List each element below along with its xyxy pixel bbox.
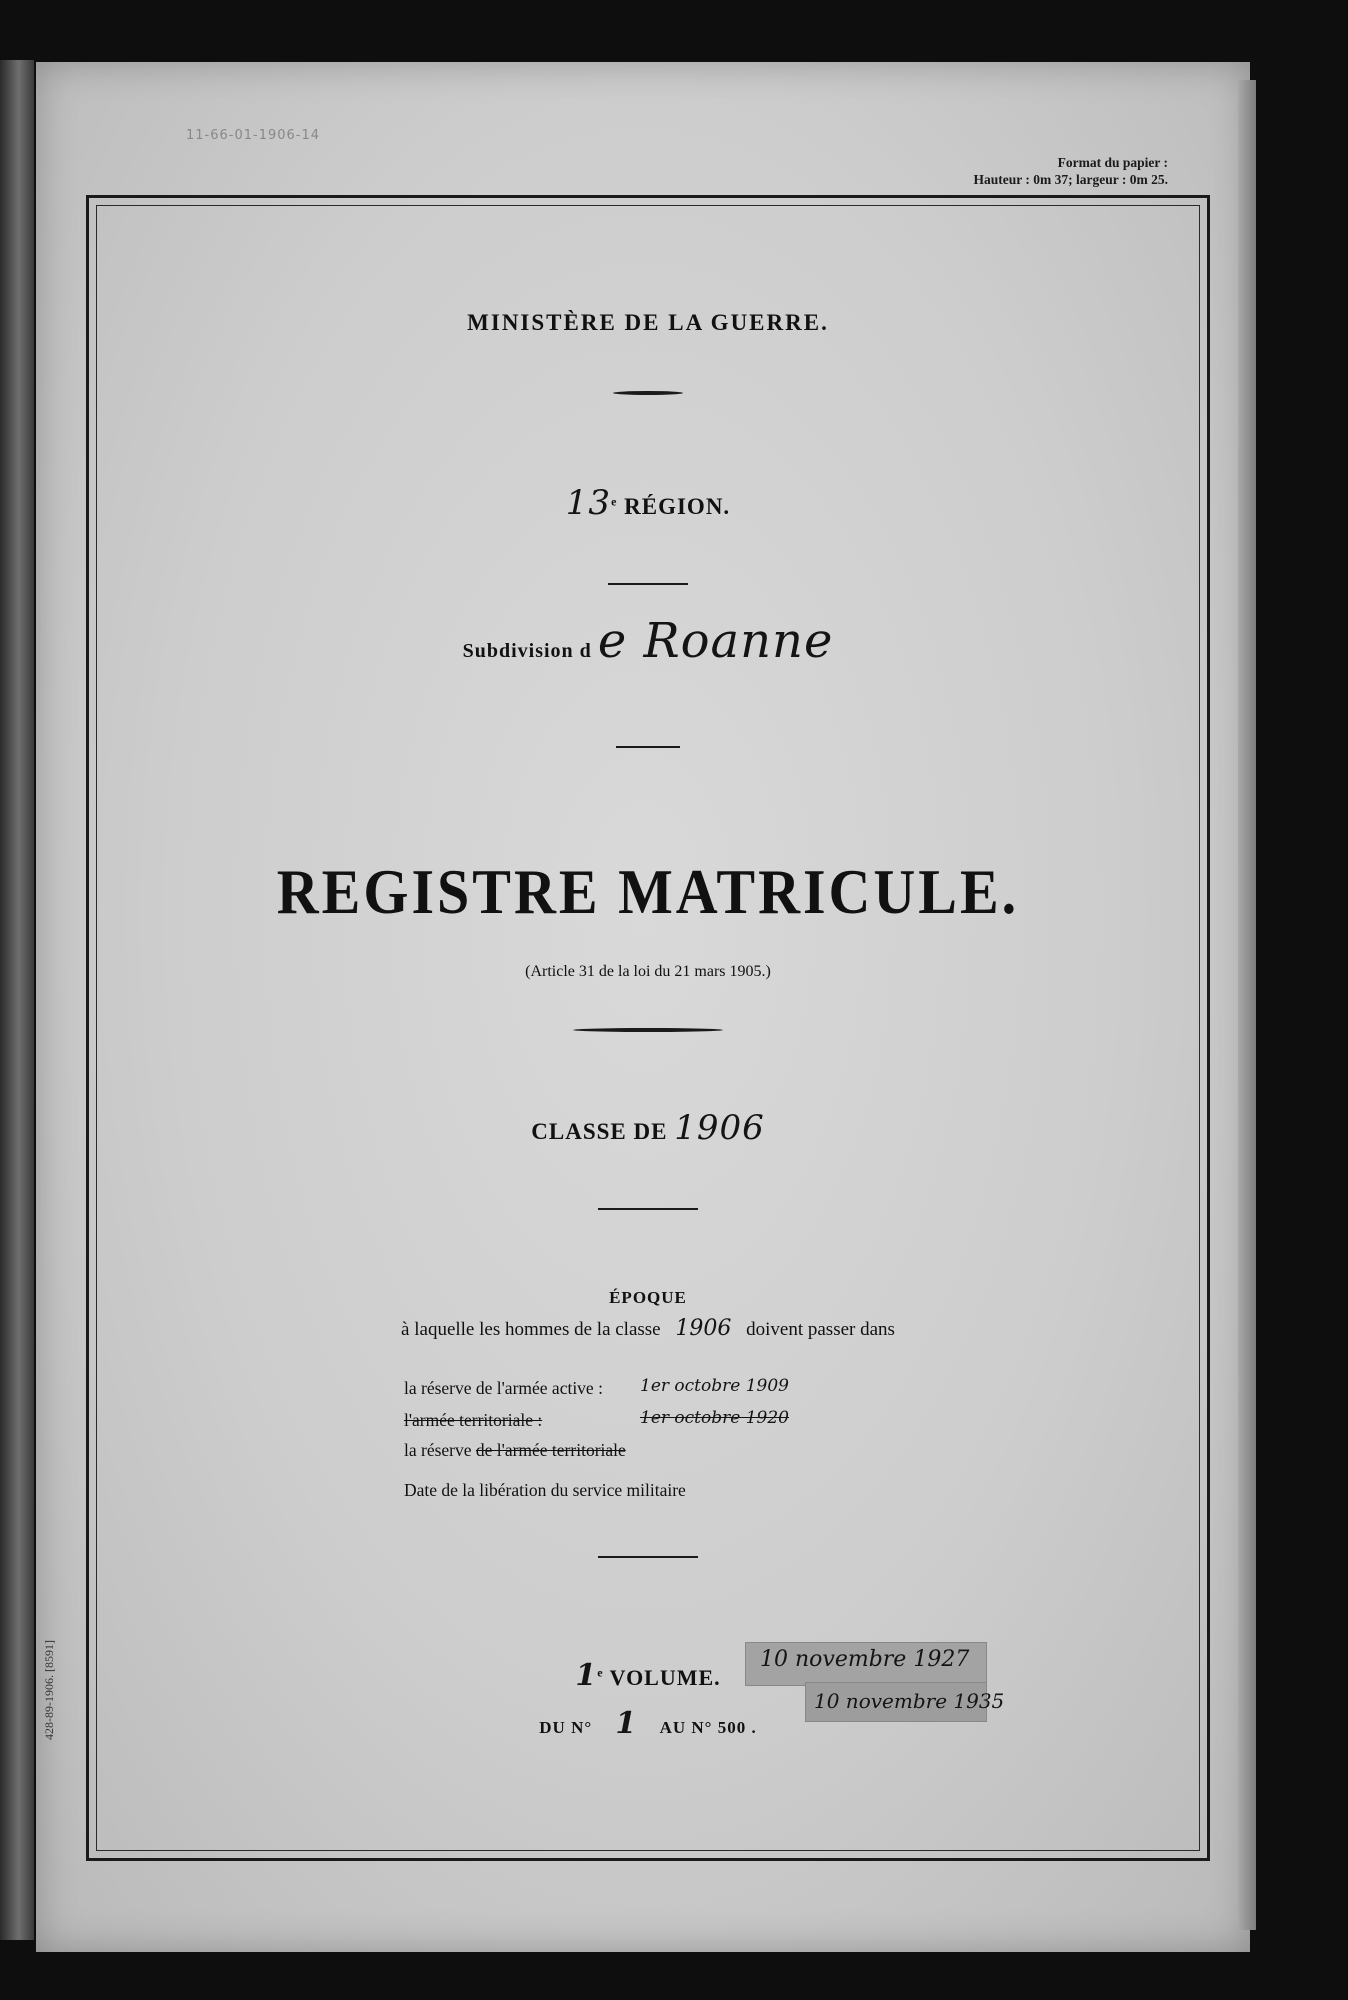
date-label: Date de la libération du service militaire xyxy=(404,1480,686,1500)
region-number: 13 xyxy=(565,483,612,523)
paper-format-note xyxy=(974,154,1168,188)
ministry-heading: MINISTÈRE DE LA GUERRE. xyxy=(467,310,829,335)
ornament-rule xyxy=(573,1028,723,1032)
legal-reference: (Article 31 de la loi du 21 mars 1905.) xyxy=(525,963,771,980)
date-row-reserve-territoriale xyxy=(404,1440,626,1461)
paper-format-line2: Hauteur : 0m 37; largeur : 0m 25. xyxy=(973,172,1168,187)
paper-format-line1: Format du papier : xyxy=(1057,155,1168,170)
numbers-from-label: DU N° xyxy=(539,1718,593,1737)
date-label: la réserve xyxy=(404,1440,472,1460)
volume-label: VOLUME. xyxy=(609,1665,721,1690)
register-spine xyxy=(0,60,34,1940)
date-value: 1er octobre 1909 xyxy=(640,1376,789,1396)
date-value: 1er octobre 1920 xyxy=(640,1408,789,1428)
epoque-sentence xyxy=(89,1316,1207,1341)
page-edge xyxy=(1238,80,1256,1930)
date-label-struck: de l'armée territoriale xyxy=(475,1440,626,1460)
date-row-territoriale xyxy=(404,1408,789,1431)
region-line xyxy=(89,483,1207,523)
date-row-liberation xyxy=(404,1480,686,1501)
numbers-to-label: AU N° xyxy=(659,1718,713,1737)
title-frame xyxy=(86,195,1210,1861)
date-row-reserve-active xyxy=(404,1376,789,1399)
separator-rule xyxy=(608,583,688,585)
document-title: REGISTRE MATRICULE. xyxy=(276,855,1020,928)
classe-line xyxy=(89,1108,1207,1148)
epoque-heading: ÉPOQUE xyxy=(609,1288,687,1307)
date-value: 10 novembre 1927 xyxy=(760,1647,970,1672)
classe-year: 1906 xyxy=(674,1108,765,1148)
subdivision-value: e Roanne xyxy=(597,613,834,669)
date-label: la réserve de l'armée active : xyxy=(404,1378,603,1398)
epoque-sentence-before: à laquelle les hommes de la classe xyxy=(401,1319,661,1340)
epoque-year: 1906 xyxy=(675,1316,732,1341)
volume-line xyxy=(89,1658,1207,1693)
separator-rule xyxy=(616,746,680,748)
printer-code: 428-89-1906. [8591] xyxy=(42,1640,56,1740)
separator-rule xyxy=(598,1208,698,1210)
classe-label: CLASSE DE xyxy=(531,1119,668,1144)
volume-suffix: e xyxy=(597,1665,604,1680)
region-suffix: e xyxy=(611,494,618,509)
region-label: RÉGION. xyxy=(624,494,731,519)
subdivision-line xyxy=(89,613,1207,669)
numbers-to-value: 500 xyxy=(717,1718,747,1737)
separator-rule xyxy=(598,1556,698,1558)
numbers-from-value: 1 xyxy=(615,1706,638,1741)
top-pencil-note: 11-66-01-1906-14 xyxy=(186,128,321,143)
numbers-line: DU N° 1 AU N° 500 . xyxy=(539,1706,757,1741)
volume-number: 1 xyxy=(575,1658,598,1693)
date-value: 10 novembre 1935 xyxy=(814,1689,1005,1713)
subdivision-label: Subdivision d xyxy=(462,640,592,662)
epoque-sentence-after: doivent passer dans xyxy=(746,1319,895,1340)
date-label: l'armée territoriale : xyxy=(404,1410,543,1430)
ornament-rule xyxy=(613,391,683,395)
